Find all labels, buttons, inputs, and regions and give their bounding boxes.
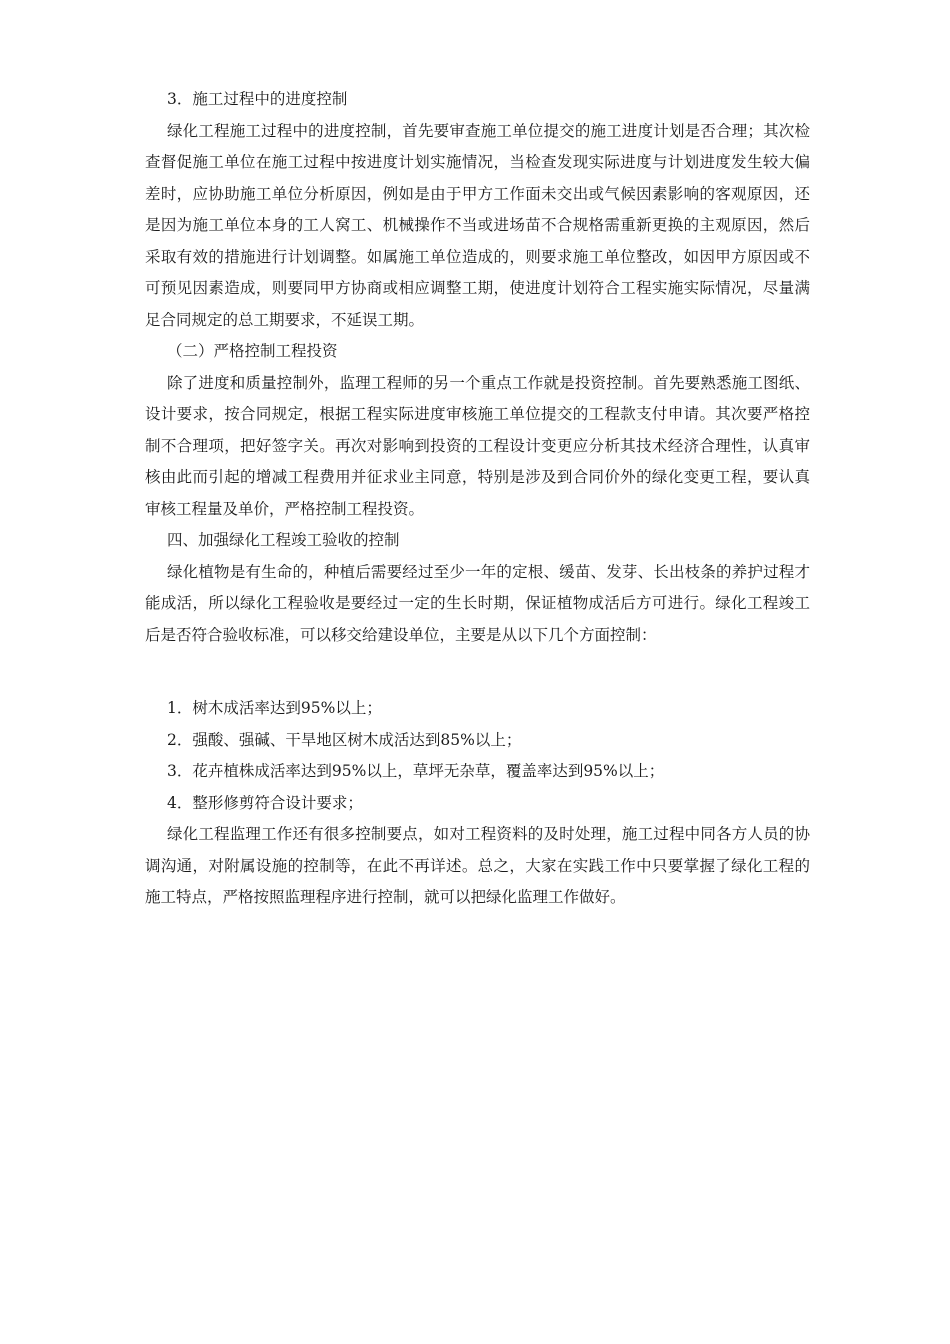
paragraph-investment-control: 除了进度和质量控制外，监理工程师的另一个重点工作就是投资控制。首先要熟悉施工图纸、设计要求，按合同规定，根据工程实际进度审核施工单位提交的工程款支付申请。其次要严格控制不合理项，把好签字关。再次对影响到投资的工程设计变更应分析其技术经济合理性，认真审核由此而引起的增减工程费用并征求业主同意，特别是涉及到合同价外的绿化变更工程，要认真审核工程量及单价，严格控制工程投资。: [145, 373, 810, 518]
section-heading-progress-control: 3．施工过程中的进度控制: [167, 90, 348, 108]
section-heading-acceptance-control: 四、加强绿化工程竣工验收的控制: [167, 531, 400, 549]
document-body: [145, 84, 810, 914]
section-heading-investment-control: （二）严格控制工程投资: [167, 342, 338, 360]
list-item-tree-survival: 1．树木成活率达到95%以上；: [167, 699, 382, 717]
list-item-flower-lawn-survival: 3．花卉植株成活率达到95%以上，草坪无杂草，覆盖率达到95%以上；: [167, 762, 665, 780]
paragraph-acceptance-control: 绿化植物是有生命的，种植后需要经过至少一年的定根、缓苗、发芽、长出枝条的养护过程才能成活，所以绿化工程验收是要经过一定的生长时期，保证植物成活后方可进行。绿化工程竣工后是否符合验收标准，可以移交给建设单位，主要是从以下几个方面控制：: [145, 562, 810, 644]
list-item-pruning-requirement: 4．整形修剪符合设计要求；: [167, 793, 363, 812]
paragraph-summary: 绿化工程监理工作还有很多控制要点，如对工程资料的及时处理，施工过程中同各方人员的协调沟通，对附属设施的控制等，在此不再详述。总之，大家在实践工作中只要掌握了绿化工程的施工特点，严格按照监理程序进行控制，就可以把绿化监理工作做好。: [145, 825, 810, 906]
list-item-harsh-area-survival: 2．强酸、强碱、干旱地区树木成活达到85%以上；: [167, 730, 522, 749]
blank-line: [145, 651, 810, 693]
paragraph-progress-control: 绿化工程施工过程中的进度控制，首先要审查施工单位提交的施工进度计划是否合理；其次检查督促施工单位在施工过程中按进度计划实施情况，当检查发现实际进度与计划进度发生较大偏差时，应协助施工单位分析原因，例如是由于甲方工作面未交出或气候因素影响的客观原因，还是因为施工单位本身的工人窝工、机械操作不当或进场苗不合规格需重新更换的主观原因，然后采取有效的措施进行计划调整。如属施工单位造成的，则要求施工单位整改，如因甲方原因或不可预见因素造成，则要同甲方协商或相应调整工期，使进度计划符合工程实施实际情况，尽量满足合同规定的总工期要求，不延误工期。: [145, 121, 810, 329]
